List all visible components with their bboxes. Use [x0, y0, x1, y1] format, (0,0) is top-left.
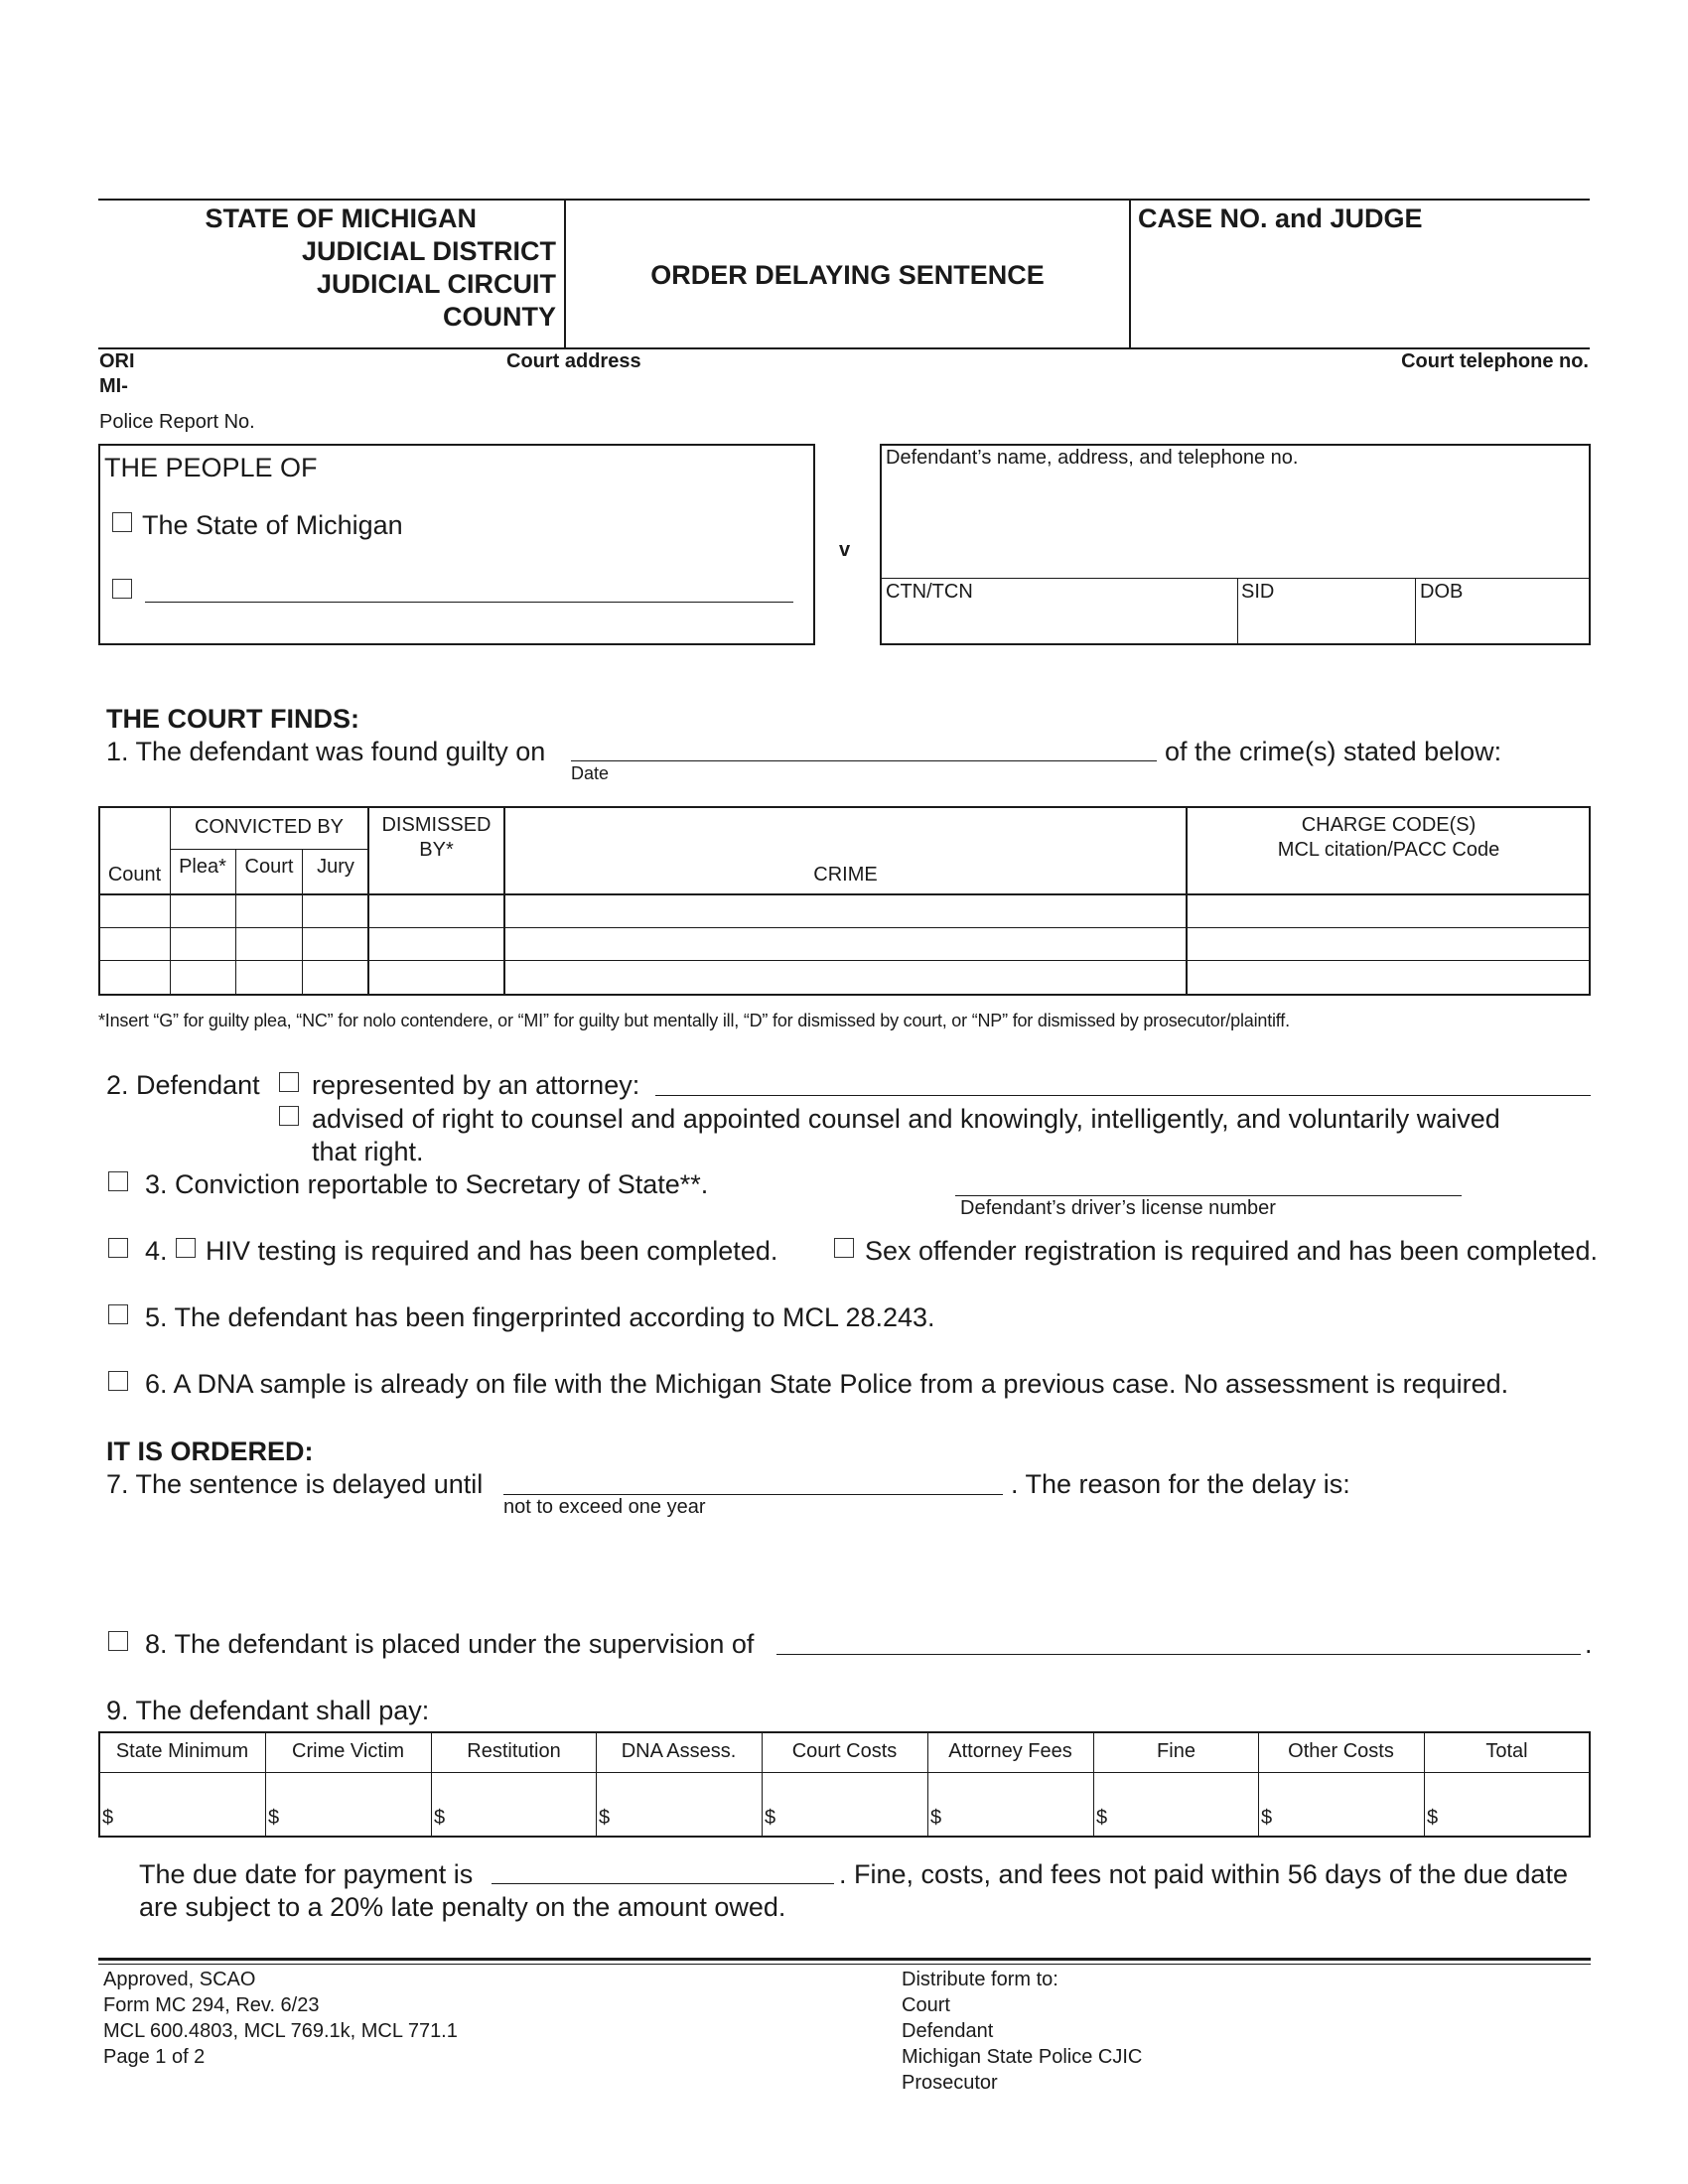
guilty-date-field[interactable]	[571, 760, 1157, 761]
payment-amount-field[interactable]: $	[765, 1807, 776, 1829]
distribute-label: Distribute form to:	[902, 1969, 1058, 1990]
convicted-by-header: CONVICTED BY	[194, 816, 345, 838]
payment-header-crime-victim: Crime Victim	[292, 1740, 404, 1762]
people-of-label: THE PEOPLE OF	[104, 453, 318, 482]
payment-amount-field[interactable]: $	[1427, 1807, 1439, 1829]
jury-header: Jury	[317, 856, 354, 878]
judicial-circuit-label: JUDICIAL CIRCUIT	[316, 269, 556, 299]
item6-checkbox[interactable]	[108, 1371, 128, 1391]
state-label: STATE OF MICHIGAN	[205, 204, 477, 233]
payment-header-restitution: Restitution	[467, 1740, 561, 1762]
other-plaintiff-checkbox[interactable]	[112, 579, 132, 599]
distribute-court: Court	[902, 1994, 950, 2016]
represented-label: represented by an attorney:	[312, 1070, 640, 1100]
item4-checkbox[interactable]	[108, 1238, 128, 1258]
police-report-label: Police Report No.	[99, 411, 255, 433]
item8-label: 8. The defendant is placed under the supervision of	[145, 1629, 755, 1659]
crime-row-rule-2	[99, 960, 1590, 961]
convicted-sub-rule	[170, 849, 368, 850]
payment-header-rule	[99, 1772, 1590, 1773]
sex-offender-checkbox[interactable]	[834, 1238, 854, 1258]
court-header: Court	[244, 856, 294, 878]
item3-label: 3. Conviction reportable to Secretary of State**.	[145, 1169, 709, 1199]
crime-table-footnote: *Insert “G” for guilty plea, “NC” for nolo contendere, or “MI” for guilty but mentally ill, “D” for dismissed by court, or “NP” for dismissed by prosecutor/plaintiff.	[98, 1011, 1290, 1030]
crime-header: CRIME	[813, 864, 878, 886]
payment-amount-field[interactable]: $	[1261, 1807, 1273, 1829]
waived-counsel-label: advised of right to counsel and appointed counsel and knowingly, intelligently, and voluntarily waived	[312, 1104, 1500, 1134]
item8-checkbox[interactable]	[108, 1631, 128, 1651]
payment-header-total: Total	[1485, 1740, 1528, 1762]
delay-sublabel: not to exceed one year	[503, 1496, 706, 1518]
state-of-michigan-checkbox[interactable]	[112, 512, 132, 532]
hiv-testing-label: HIV testing is required and has been completed.	[206, 1236, 778, 1266]
item7-label: 7. The sentence is delayed until	[106, 1469, 484, 1499]
defendant-name-label: Defendant’s name, address, and telephone no.	[886, 447, 1299, 469]
approved-label: Approved, SCAO	[103, 1969, 256, 1990]
payment-amount-field[interactable]: $	[599, 1807, 611, 1829]
hiv-testing-checkbox[interactable]	[176, 1238, 196, 1258]
dismissed-header: DISMISSED	[381, 814, 492, 836]
payment-header-attorney-fees: Attorney Fees	[948, 1740, 1072, 1762]
distribute-defendant: Defendant	[902, 2020, 994, 2042]
dismissed-by-header: BY*	[419, 839, 454, 861]
waived-counsel-checkbox[interactable]	[279, 1106, 299, 1126]
mcl-citation-header: MCL citation/PACC Code	[1277, 839, 1500, 861]
header-bottom-rule	[98, 347, 1590, 349]
dob-divider	[1415, 578, 1416, 644]
court-phone-label: Court telephone no.	[1401, 350, 1589, 372]
mi-label: MI-	[99, 375, 128, 397]
payment-amount-field[interactable]: $	[268, 1807, 280, 1829]
item3-checkbox[interactable]	[108, 1171, 128, 1191]
judicial-district-label: JUDICIAL DISTRICT	[301, 236, 556, 266]
count-header: Count	[107, 864, 162, 886]
sid-divider	[1237, 578, 1238, 644]
item5-label: 5. The defendant has been fingerprinted according to MCL 28.243.	[145, 1302, 935, 1332]
due-date-label: The due date for payment is	[139, 1859, 474, 1889]
payment-amount-field[interactable]: $	[102, 1807, 114, 1829]
item5-checkbox[interactable]	[108, 1304, 128, 1324]
payment-amount-field[interactable]: $	[930, 1807, 942, 1829]
case-no-label: CASE NO. and JUDGE	[1138, 204, 1423, 233]
item1-text: 1. The defendant was found guilty on	[106, 737, 546, 766]
footer-rule-2	[98, 1964, 1591, 1965]
attorney-field[interactable]	[655, 1095, 1591, 1096]
payment-header-fine: Fine	[1157, 1740, 1196, 1762]
payment-header-dna-assess: DNA Assess.	[621, 1740, 737, 1762]
delay-until-field[interactable]	[503, 1494, 1003, 1495]
item4-number: 4.	[145, 1236, 168, 1266]
due-date-text: . Fine, costs, and fees not paid within 56 days of the due date	[839, 1859, 1568, 1889]
ctn-label: CTN/TCN	[886, 581, 973, 603]
payment-header-other-costs: Other Costs	[1288, 1740, 1394, 1762]
dob-label: DOB	[1420, 581, 1464, 603]
form-title: ORDER DELAYING SENTENCE	[650, 260, 1045, 290]
payment-header-court-costs: Court Costs	[791, 1740, 898, 1762]
date-sublabel: Date	[571, 763, 610, 783]
sex-offender-label: Sex offender registration is required and has been completed.	[865, 1236, 1598, 1266]
court-address-label: Court address	[506, 350, 641, 372]
page-number: Page 1 of 2	[103, 2046, 206, 2068]
late-penalty-text: are subject to a 20% late penalty on the amount owed.	[139, 1892, 786, 1922]
charge-code-header: CHARGE CODE(S)	[1301, 814, 1477, 836]
defendant-box-rule	[881, 578, 1590, 579]
county-label: COUNTY	[443, 302, 556, 332]
item7-label-end: . The reason for the delay is:	[1011, 1469, 1350, 1499]
form-number: Form MC 294, Rev. 6/23	[103, 1994, 320, 2016]
item6-label: 6. A DNA sample is already on file with the Michigan State Police from a previous case. No assessment is required.	[145, 1369, 1509, 1399]
distribute-prosecutor: Prosecutor	[902, 2072, 998, 2094]
item8-period: .	[1585, 1629, 1593, 1659]
state-of-michigan-label: The State of Michigan	[142, 510, 403, 540]
distribute-msp: Michigan State Police CJIC	[902, 2046, 1143, 2068]
versus-label: v	[839, 539, 851, 561]
item9-label: 9. The defendant shall pay:	[106, 1696, 430, 1725]
footer-rule-1	[98, 1958, 1591, 1961]
ori-label: ORI	[99, 350, 135, 372]
supervision-field[interactable]	[776, 1654, 1581, 1655]
other-plaintiff-field[interactable]	[145, 602, 793, 603]
sid-label: SID	[1241, 581, 1275, 603]
drivers-license-field[interactable]	[955, 1195, 1462, 1196]
plea-header: Plea*	[179, 856, 226, 878]
drivers-license-sublabel: Defendant’s driver’s license number	[960, 1197, 1276, 1219]
crime-row-rule-1	[99, 927, 1590, 928]
defendant-box	[880, 444, 1591, 645]
represented-checkbox[interactable]	[279, 1072, 299, 1092]
item1-text-end: of the crime(s) stated below:	[1165, 737, 1502, 766]
header-divider-2	[1129, 199, 1131, 349]
payment-amount-field[interactable]: $	[1096, 1807, 1108, 1829]
payment-amount-field[interactable]: $	[434, 1807, 446, 1829]
court-finds-heading: THE COURT FINDS:	[106, 704, 359, 734]
header-top-rule	[98, 199, 1590, 201]
item2-label: 2. Defendant	[106, 1070, 260, 1100]
payment-header-state-minimum: State Minimum	[115, 1740, 249, 1762]
crime-table-header-rule	[99, 893, 1590, 895]
due-date-field[interactable]	[492, 1883, 834, 1884]
ordered-heading: IT IS ORDERED:	[106, 1436, 314, 1466]
mcl-references: MCL 600.4803, MCL 769.1k, MCL 771.1	[103, 2020, 458, 2042]
waived-counsel-label-cont: that right.	[312, 1137, 424, 1166]
crime-col-5	[503, 806, 505, 995]
